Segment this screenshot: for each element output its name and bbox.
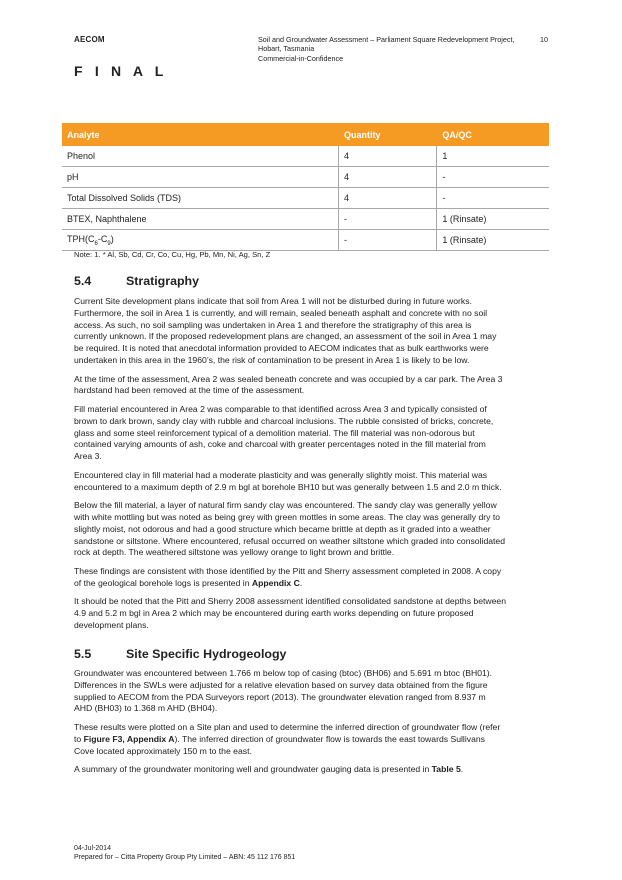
- footer-date: 04-Jul-2014: [74, 845, 111, 852]
- text-line: Below the fill material, a layer of natural firm sandy clay was encountered. The sandy clay was generally yellow: [74, 500, 497, 511]
- text-line: access. As such, no soil sampling was undertaken in Area 1 and therefore the stratigraphy of this area is: [74, 319, 472, 330]
- company-name: AECOM: [74, 35, 105, 44]
- table-cell-tph: [62, 230, 338, 251]
- paragraph: [74, 470, 548, 494]
- section-stratigraphy: [74, 274, 548, 639]
- section-number: 5.5: [74, 647, 92, 661]
- paragraph: [74, 500, 548, 559]
- paragraph: [74, 596, 548, 631]
- text-line: These findings are consistent with those identified by the Pitt and Sherry assessment completed in 2008. A copy: [74, 565, 502, 576]
- text-line: development plans.: [74, 619, 149, 630]
- text-line: hardstand had been removed at the time of the assessment.: [74, 385, 305, 396]
- figure-reference: Figure F3, Appendix A: [83, 733, 175, 744]
- table-row: [62, 230, 549, 251]
- table-cell: 1 (Rinsate): [437, 209, 549, 230]
- paragraph: [74, 764, 548, 776]
- paragraph: [74, 296, 548, 367]
- table-cell: 4: [338, 146, 436, 167]
- text-line: 4.9 and 5.2 m bgl in Area 2 which may be encountered during earth works depending on future proposed: [74, 608, 474, 619]
- text-line: Cove located approximately 150 m to the east.: [74, 745, 252, 756]
- text-line: Fill material encountered in Area 2 was comparable to that identified across Area 3 and typically consisted of: [74, 403, 487, 414]
- table-cell: -: [437, 167, 549, 188]
- paragraph: [74, 404, 548, 463]
- text-run: ). The inferred direction of groundwater flow is towards the east towards Sullivans: [174, 733, 485, 744]
- table-note: Note: 1. * Al, Sb, Cd, Cr, Co, Cu, Hg, Pb, Mn, Ni, Ag, Sn, Z: [74, 250, 271, 259]
- column-header-quantity: Quantity: [338, 124, 436, 146]
- text-line: Groundwater was encountered between 1.766 m below top of casing (btoc) (BH06) and 5.691 m btoc (BH01).: [74, 668, 493, 678]
- document-status: F I N A L: [74, 63, 168, 79]
- table-cell: pH: [62, 167, 338, 188]
- table-cell: BTEX, Naphthalene: [62, 209, 338, 230]
- text-line: undertaken in this area in the 1960’s, the risk of contamination to be present in Area 1 is likely to be low.: [74, 354, 470, 365]
- table-cell: -: [437, 188, 549, 209]
- text-run: of the geological borehole logs is presented in: [74, 577, 252, 588]
- document-title-line: Hobart, Tasmania: [258, 44, 315, 54]
- text-line: glass and some steel reinforcement typical of a demolition material. The fill material was non-odorous but: [74, 427, 475, 438]
- text-line: Current Site development plans indicate that soil from Area 1 will not be disturbed during in future works.: [74, 296, 472, 306]
- document-title-line: Commercial-in-Confidence: [258, 53, 344, 63]
- table-row: [62, 209, 549, 230]
- paragraph: [74, 566, 548, 590]
- appendix-reference: Appendix C: [251, 577, 300, 588]
- tph-subscript: 9: [107, 240, 111, 247]
- analyte-table: [62, 123, 549, 251]
- table-cell: 4: [338, 188, 436, 209]
- text-line: [74, 578, 548, 590]
- text-line: currently unknown. If the proposed redevelopment plans are changed, an assessment of the soil in Area 1 may: [74, 331, 497, 342]
- table-cell: -: [338, 230, 436, 251]
- table-cell: 4: [338, 167, 436, 188]
- table-row: [62, 146, 549, 167]
- tph-suffix: ): [110, 233, 114, 244]
- section-heading: [74, 647, 548, 663]
- paragraph: [74, 722, 548, 757]
- table-reference: Table 5: [431, 764, 461, 775]
- text-run: .: [299, 577, 303, 588]
- table-cell: 1: [437, 146, 549, 167]
- page-number: 10: [540, 35, 548, 44]
- text-line: [74, 764, 548, 776]
- text-line: These results were plotted on a Site plan and used to determine the inferred direction of groundwater flow (refer: [74, 721, 501, 732]
- text-line: brown to dark brown, sandy clay with rubble and charcoal inclusions. The rubble consisted of bricks, concrete,: [74, 415, 494, 426]
- document-title: [258, 35, 526, 63]
- tph-prefix: TPH(C: [67, 233, 95, 244]
- document-title-line: Soil and Groundwater Assessment – Parliament Square Redevelopment Project,: [258, 35, 515, 44]
- table-cell: -: [338, 209, 436, 230]
- text-line: supplied to AECOM from the PDA Surveyors report (2013). The groundwater elevation ranged from 8.937 m: [74, 691, 486, 702]
- text-line: with white mottling but was noted as being grey with green mottles in some areas. The clay was generally dry to: [74, 511, 501, 522]
- column-header-qaqc: QA/QC: [437, 124, 549, 146]
- text-line: contained varying amounts of ash, coke and charcoal with greater percentages noted in the fill material from: [74, 439, 486, 450]
- section-title: Site Specific Hydrogeology: [126, 647, 287, 661]
- table-cell: 1 (Rinsate): [437, 230, 549, 251]
- tph-subscript: 6: [94, 240, 98, 247]
- section-title: Stratigraphy: [126, 274, 199, 288]
- text-run: to: [74, 733, 84, 744]
- text-line: sandstone or siltstone. Where encountered, refusal occurred on weather siltstone which graded into consolidated: [74, 535, 506, 546]
- table-row: [62, 167, 549, 188]
- text-line: It should be noted that the Pitt and Sherry 2008 assessment identified consolidated sandstone at depths between: [74, 596, 507, 607]
- text-line: rock at depth. The weathered siltstone was yellowy orange to light brown and brittle.: [74, 547, 395, 558]
- paragraph: [74, 374, 548, 398]
- text-line: slightly moist, not odorous and had a good structure which became brittle at depth as it graded into a weather: [74, 523, 491, 534]
- paragraph: [74, 668, 548, 715]
- text-line: Differences in the SWLs were adjusted for a relative elevation based on survey data obtained from the figure: [74, 679, 488, 690]
- text-line: At the time of the assessment, Area 2 was sealed beneath concrete and was occupied by a car park. The Area 3: [74, 373, 503, 384]
- table-row: [62, 188, 549, 209]
- section-number: 5.4: [74, 274, 92, 288]
- column-header-analyte: Analyte: [62, 124, 338, 146]
- text-line: [74, 734, 548, 746]
- footer-prepared-for: Prepared for – Citta Property Group Pty Limited – ABN: 45 112 176 851: [74, 854, 296, 861]
- table-header-row: [62, 124, 549, 146]
- text-run: .: [460, 764, 464, 775]
- text-line: Furthermore, the soil in Area 1 is currently, and will remain, sealed beneath asphalt and concrete with no soil: [74, 307, 488, 318]
- section-hydrogeology: [74, 647, 548, 783]
- text-line: encountered to a maximum depth of 2.9 m bgl at borehole BH10 but was generally between 1.5 and 2.0 m thick.: [74, 481, 502, 492]
- section-heading: [74, 274, 548, 290]
- table-cell: Total Dissolved Solids (TDS): [62, 188, 338, 209]
- text-line: Encountered clay in fill material had a moderate plasticity and was generally slightly moist. This material was: [74, 469, 488, 480]
- text-run: A summary of the groundwater monitoring well and groundwater gauging data is presented in: [74, 764, 432, 775]
- table-cell: Phenol: [62, 146, 338, 167]
- text-line: AHD (BH03) to 1.368 m AHD (BH04).: [74, 703, 218, 714]
- tph-mid: -C: [97, 233, 108, 244]
- text-line: be required. It is noted that anecdotal information provided to AECOM indicates that as bulk earthworks were: [74, 343, 489, 354]
- text-line: Area 3.: [74, 451, 102, 462]
